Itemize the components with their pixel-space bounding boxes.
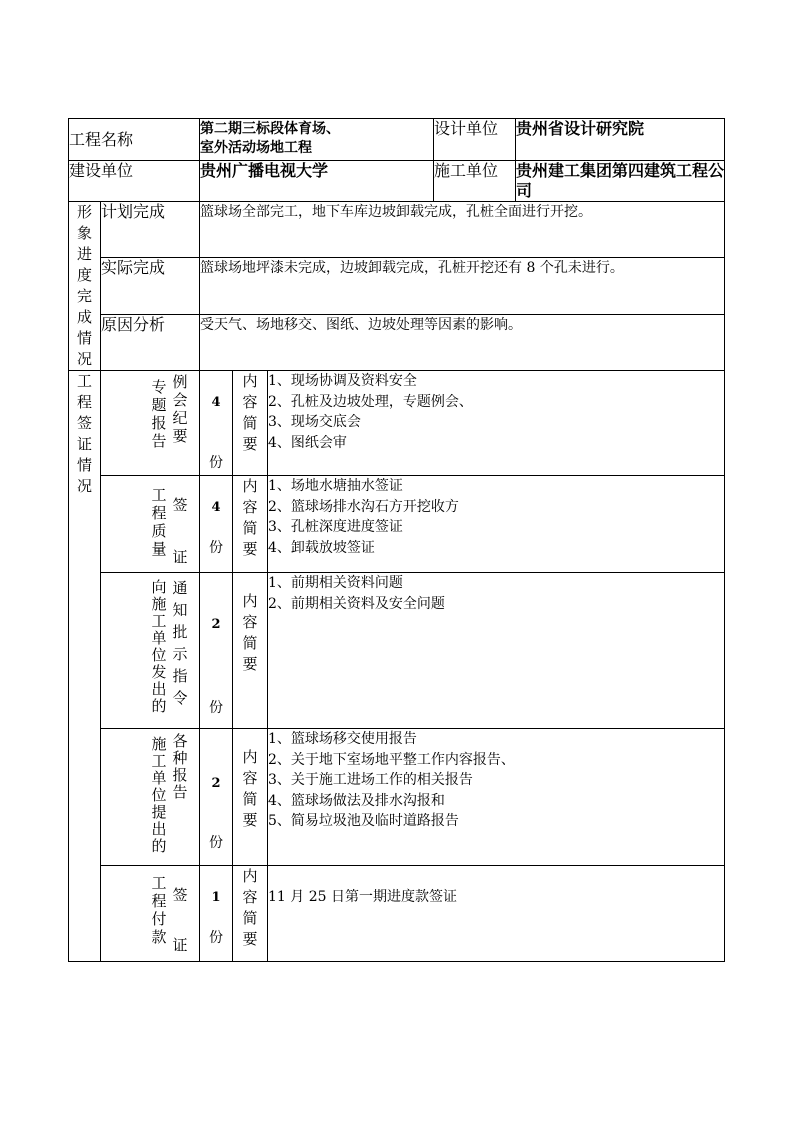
construction-unit-label: 施工单位 — [434, 161, 516, 202]
visa-section-label: 工 程 签 证 情 况 — [69, 371, 101, 962]
progress-report-table — [68, 118, 725, 962]
reason-value: 受天气、场地移交、图纸、边坡处理等因素的影响。 — [200, 314, 725, 370]
list-item: 4、篮球场做法及排水沟报和 — [268, 792, 445, 809]
items-list — [268, 371, 725, 476]
actual-value: 篮球场地坪漆未完成，边坡卸载完成，孔桩开挖还有 8 个孔未进行。 — [200, 257, 725, 314]
project-name-line2: 室外活动场地工程 — [200, 140, 313, 156]
list-item: 4、卸载放坡签证 — [268, 539, 375, 556]
count-unit: 份 — [209, 930, 224, 946]
items-list — [268, 729, 725, 866]
count-value: 4 — [211, 395, 221, 410]
brief-label: 内 容 简 要 — [233, 476, 268, 573]
count-unit: 份 — [209, 540, 224, 556]
design-unit-label: 设计单位 — [434, 119, 516, 161]
construction-unit-value: 贵州建工集团第四建筑工程公司 — [516, 161, 725, 200]
list-item: 1、现场协调及资料安全 — [268, 373, 417, 389]
count-value: 1 — [211, 890, 221, 905]
actual-label: 实际完成 — [101, 257, 200, 314]
count-unit: 份 — [209, 835, 224, 851]
count-value: 4 — [211, 500, 221, 515]
brief-label: 内 容 简 要 — [233, 573, 268, 729]
list-item: 1、篮球场移交使用报告 — [268, 731, 417, 747]
list-item: 5、简易垃圾池及临时道路报告 — [268, 813, 459, 829]
list-item: 11 月 25 日第一期进度款签证 — [268, 889, 457, 905]
list-item: 3、关于施工进场工作的相关报告 — [268, 772, 473, 788]
count-cell — [200, 866, 233, 962]
count-cell — [200, 371, 233, 476]
count-unit: 份 — [209, 455, 224, 471]
category-reports: 施 工 单 位 提 出 的 各 种 报 告 — [101, 729, 200, 866]
list-item: 3、现场交底会 — [268, 414, 361, 430]
brief-label: 内 容 简 要 — [233, 371, 268, 476]
list-item: 2、前期相关资料及安全问题 — [268, 595, 445, 612]
category-payment-visa: 工 程 付 款 签 证 — [101, 866, 200, 962]
category-notices: 向 施 工 单 位 发 出 的 通 知 批 示 指 令 — [101, 573, 200, 729]
count-unit: 份 — [209, 700, 224, 716]
build-unit-label: 建设单位 — [69, 161, 200, 202]
project-name-label: 工程名称 — [69, 119, 200, 161]
list-item: 3、孔桩深度进度签证 — [268, 519, 403, 535]
design-unit-value: 贵州省设计研究院 — [516, 119, 725, 161]
list-item: 2、孔桩及边坡处理，专题例会、 — [268, 393, 473, 410]
project-name-line1: 第二期三标段体育场、 — [200, 121, 341, 137]
category-quality-visa: 工 程 质 量 签 证 — [101, 476, 200, 573]
items-list — [268, 573, 725, 729]
list-item: 2、关于地下室场地平整工作内容报告、 — [268, 751, 515, 768]
progress-section-label: 形 象 进 度 完 成 情 况 — [69, 202, 101, 371]
project-name-value — [200, 119, 434, 161]
count-value: 2 — [211, 776, 221, 791]
reason-label: 原因分析 — [101, 314, 200, 370]
list-item: 4、图纸会审 — [268, 434, 347, 451]
count-cell — [200, 476, 233, 573]
count-value: 2 — [211, 617, 221, 632]
build-unit-value: 贵州广播电视大学 — [200, 161, 434, 202]
brief-label: 内 容 简 要 — [233, 866, 268, 962]
list-item: 2、篮球场排水沟石方开挖收方 — [268, 498, 459, 515]
items-list — [268, 476, 725, 573]
planned-label: 计划完成 — [101, 202, 200, 258]
planned-value: 篮球场全部完工，地下车库边坡卸载完成，孔桩全面进行开挖。 — [200, 202, 725, 258]
brief-label: 内 容 简 要 — [233, 729, 268, 866]
list-item: 1、前期相关资料问题 — [268, 575, 403, 591]
list-item: 1、场地水塘抽水签证 — [268, 478, 403, 494]
items-list — [268, 866, 725, 962]
count-cell — [200, 573, 233, 729]
category-meeting-minutes: 专 题 报 告 例 会 纪 要 — [101, 371, 200, 476]
count-cell — [200, 729, 233, 866]
